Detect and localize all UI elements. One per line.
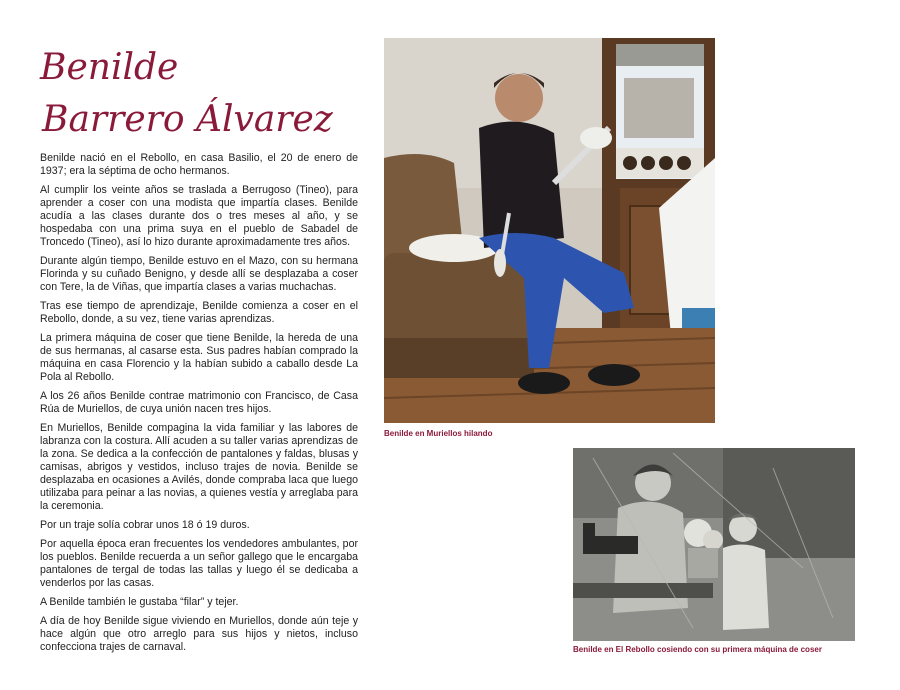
- paragraph: A los 26 años Benilde contrae matrimonio con Francisco, de Casa Rúa de Muriellos, de cuya unión nacen tres hijos.: [40, 390, 358, 415]
- photo-spinning: [384, 38, 715, 423]
- photo-sewing-caption: Benilde en El Rebollo cosiendo con su primera máquina de coser: [573, 645, 822, 654]
- paragraph: A día de hoy Benilde sigue viviendo en Muriellos, donde aún teje y hace algún que otro arreglo para sus hijos y nietos, incluso confecciona trajes de carnaval.: [40, 615, 358, 653]
- paragraph: A Benilde también le gustaba “filar” y tejer.: [40, 596, 239, 608]
- paragraph: Tras ese tiempo de aprendizaje, Benilde comienza a coser en el Rebollo, donde, a su vez, tiene varias aprendizas.: [40, 300, 358, 325]
- paragraph: Por aquella época eran frecuentes los vendedores ambulantes, por los pueblos. Benilde recuerda a un señor gallego que le encargaba pantalones de tergal de todas las tallas y luego él se dedicaba a venderlos por las casas.: [40, 538, 358, 589]
- paragraph: Por un traje solía cobrar unos 18 ó 19 duros.: [40, 519, 250, 531]
- paragraph: Al cumplir los veinte años se traslada a Berrugoso (Tineo), para aprender a coser con una modista que impartía clases. Benilde acudía a las clases durante dos o tres meses al año, y se hospedaba con una prima suya en el pueblo de Sabadel de Troncedo (Tineo), así lo hizo durante aproximadamente tres años.: [40, 184, 358, 248]
- paragraph: La primera máquina de coser que tiene Benilde, la hereda de una de sus hermanas, al casarse esta. Sus padres habían comprado la máquina en casa Florencio y la habían subido a caballo desde La Pola al Rebollo.: [40, 332, 358, 383]
- page-title: [40, 42, 360, 146]
- biography-text: [40, 152, 358, 660]
- photo-spinning-caption: Benilde en Muriellos hilando: [384, 429, 493, 438]
- paragraph: Durante algún tiempo, Benilde estuvo en el Mazo, con su hermana Florinda y su cuñado Benigno, y desde allí se desplazaba a coser con Tere, la de Viñas, que impartía clases a varias muchachas.: [40, 255, 358, 293]
- paragraph: En Muriellos, Benilde compagina la vida familiar y las labores de labranza con la costura. Allí acuden a su taller varias aprendizas de la zona. Se dedica a la confección de pantalones y faldas, blusas y camisas, abrigos y vestidos, incluso trajes de novia. Benilde se desplazaba en ocasiones a Avilés, donde compraba laca que luego utilizaba para peinar a las novias, a quienes vestía y arreglaba para la ceremonia.: [40, 422, 358, 512]
- paragraph: Benilde nació en el Rebollo, en casa Basilio, el 20 de enero de 1937; era la séptima de ocho hermanos.: [40, 152, 358, 177]
- title-line-2: Barrero Álvarez: [42, 99, 333, 140]
- photo-sewing: [573, 448, 855, 641]
- title-line-1: Benilde: [40, 47, 179, 88]
